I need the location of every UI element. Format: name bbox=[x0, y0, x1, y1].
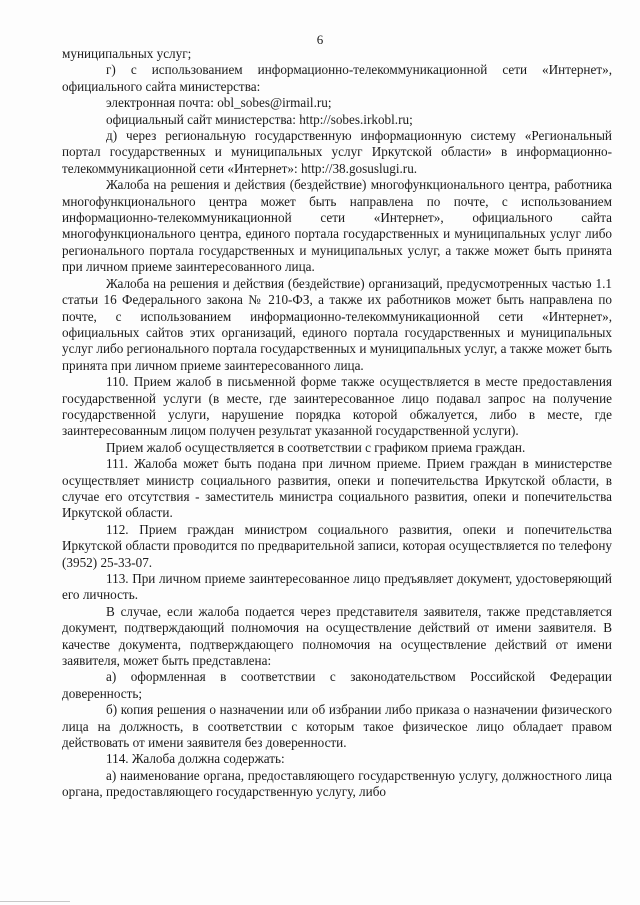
paragraph: Жалоба на решения и действия (бездействие) организаций, предусмотренных частью 1.1 статьи 16 Федерального закона № 210-ФЗ, а также их работников может быть направлена по почте, с использованием информационно-телекоммуникационной сети «Интернет», официальных сайтов этих организаций, единого портала государственных и муниципальных услуг либо регионального портала государственных и муниципальных услуг, а также может быть принята при личном приеме заинтересованного лица. bbox=[62, 275, 612, 373]
paragraph: 111. Жалоба может быть подана при личном приеме. Прием граждан в министерстве осуществляет министр социального развития, опеки и попечительства Иркутской области, в случае его отсутствия - заместитель министра социального развития, опеки и попечительства Иркутской области. bbox=[62, 456, 612, 521]
paragraph: муниципальных услуг; bbox=[62, 46, 192, 61]
paragraph: д) через региональную государственную информационную систему «Региональный портал государственных и муниципальных услуг Иркутской области» в информационно-телекоммуникационной сети «Интернет»: http://38.gosuslugi.ru. bbox=[62, 128, 612, 176]
paragraph: б) копия решения о назначении или об избрании либо приказа о назначении физического лица на должность, в соответствии с которым такое физическое лицо обладает правом действовать от имени заявителя без доверенности. bbox=[62, 702, 612, 751]
paragraph: 110. Прием жалоб в письменной форме также осуществляется в месте предоставления государственной услуги (в месте, где заинтересованное лицо подавал запрос на получение государственной услуги, нарушение порядка которой обжалуется, либо в месте, где заинтересованным лицом получен результат указанной государственной услуги). bbox=[62, 374, 612, 439]
paragraph: электронная почта: obl_sobes@irmail.ru; bbox=[106, 95, 332, 111]
paragraph: 114. Жалоба должна содержать: bbox=[106, 751, 285, 767]
paragraph: 112. Прием граждан министром социального развития, опеки и попечительства Иркутской области проводится по предварительной записи, которая осуществляется по телефону (3952) 25-33-07. bbox=[62, 521, 612, 570]
paragraph: Прием жалоб осуществляется в соответствии с графиком приема граждан. bbox=[106, 439, 526, 455]
paragraph: а) наименование органа, предоставляющего государственную услугу, должностного лица органа, предоставляющего государственную услугу, либо bbox=[62, 767, 612, 800]
scan-edge-line bbox=[0, 901, 70, 902]
paragraph: В случае, если жалоба подается через представителя заявителя, также представляется документ, подтверждающий полномочия на осуществление действий от имени заявителя. В качестве документа, подтверждающего полномочия на осуществление действий от имени заявителя, может быть представлена: bbox=[62, 603, 612, 669]
paragraph: г) с использованием информационно-телекоммуникационной сети «Интернет», официального сайта министерства: bbox=[62, 62, 612, 94]
paragraph: официальный сайт министерства: http://sobes.irkobl.ru; bbox=[106, 111, 413, 127]
paragraph: 113. При личном приеме заинтересованное лицо предъявляет документ, удостоверяющий его личность. bbox=[62, 571, 612, 603]
page-number: 6 bbox=[316, 32, 324, 47]
document-body bbox=[62, 46, 612, 801]
paragraph: Жалоба на решения и действия (бездействие) многофункционального центра, работника многофункционального центра может быть направлена по почте, с использованием информационно-телекоммуникационной сети «Интернет», официального сайта многофункционального центра, единого портала государственных и муниципальных услуг либо регионального портала государственных и муниципальных услуг, а также может быть принята при личном приеме заинтересованного лица. bbox=[62, 177, 612, 275]
paragraph: а) оформленная в соответствии с законодательством Российской Федерации доверенность; bbox=[62, 669, 612, 701]
